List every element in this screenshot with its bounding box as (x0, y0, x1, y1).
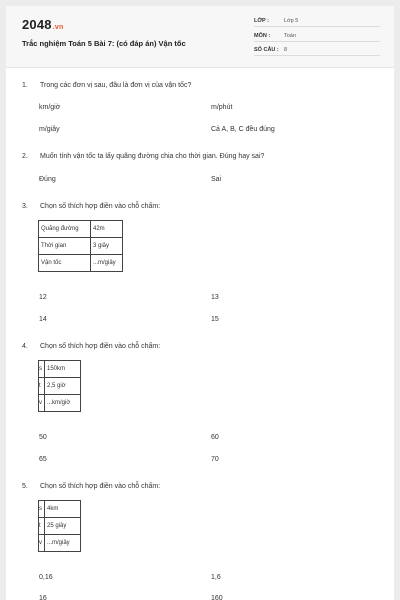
table-cell: 42m (91, 221, 123, 238)
meta-class (254, 16, 380, 27)
q4-data-table (38, 360, 81, 412)
table-cell: ...m/giây (45, 535, 81, 552)
table-row (39, 535, 81, 552)
table-cell: ...m/giây (91, 255, 123, 272)
question-number: 2. (22, 153, 28, 160)
table-row (39, 238, 123, 255)
question-3 (22, 203, 160, 210)
table-cell: 3 giây (91, 238, 123, 255)
q4-option-a[interactable]: 50 (39, 434, 47, 441)
question-text: Chọn số thích hợp điền vào chỗ chấm: (40, 483, 161, 490)
q5-option-a[interactable]: 0,16 (39, 574, 53, 581)
question-number: 5. (22, 483, 28, 490)
table-row (39, 378, 81, 395)
logo-text: 2048 (22, 17, 52, 32)
table-cell: 25 giây (45, 518, 81, 535)
table-row (39, 221, 123, 238)
table-cell: s (39, 501, 45, 518)
meta-count-value: 8 (284, 47, 288, 53)
table-cell: v (39, 395, 45, 412)
table-cell: 150km (45, 361, 81, 378)
table-cell: t (39, 378, 45, 395)
table-cell: s (39, 361, 45, 378)
q5-data-table (38, 500, 81, 552)
q5-option-b[interactable]: 1,6 (211, 574, 221, 581)
q4-option-d[interactable]: 70 (211, 456, 219, 463)
question-number: 3. (22, 203, 28, 210)
meta-count-label: SỐ CÂU : (254, 47, 279, 53)
meta-subject-value: Toán (284, 33, 296, 39)
q3-option-b[interactable]: 13 (211, 294, 219, 301)
table-row (39, 255, 123, 272)
q3-data-table (38, 220, 123, 272)
document-header (6, 6, 394, 68)
q1-option-c[interactable]: m/giây (39, 126, 60, 133)
q3-option-d[interactable]: 15 (211, 316, 219, 323)
table-row (39, 395, 81, 412)
question-4 (22, 343, 160, 350)
table-cell: 4km (45, 501, 81, 518)
q4-option-c[interactable]: 65 (39, 456, 47, 463)
meta-count (254, 45, 380, 56)
meta-class-value: Lớp 5 (284, 18, 299, 24)
q4-option-b[interactable]: 60 (211, 434, 219, 441)
meta-subject-label: MÔN : (254, 33, 271, 39)
document-page (6, 6, 394, 600)
table-cell: v (39, 535, 45, 552)
q2-option-a[interactable]: Đúng (39, 176, 56, 183)
table-cell: t (39, 518, 45, 535)
question-1 (22, 82, 191, 89)
table-cell: Quãng đường (39, 221, 91, 238)
table-cell: Vận tốc (39, 255, 91, 272)
question-text: Chọn số thích hợp điền vào chỗ chấm: (40, 203, 161, 210)
question-text: Chọn số thích hợp điền vào chỗ chấm: (40, 343, 161, 350)
q3-option-a[interactable]: 12 (39, 294, 47, 301)
meta-class-label: LỚP : (254, 18, 269, 24)
table-row (39, 518, 81, 535)
q1-option-b[interactable]: m/phút (211, 104, 233, 111)
meta-subject (254, 31, 380, 42)
q3-option-c[interactable]: 14 (39, 316, 47, 323)
question-text: Trong các đơn vị sau, đâu là đơn vị của vận tốc? (40, 82, 192, 89)
table-cell: 2,5 giờ (45, 378, 81, 395)
question-number: 1. (22, 82, 28, 89)
question-5 (22, 483, 160, 490)
q2-option-b[interactable]: Sai (211, 176, 222, 183)
q5-option-d[interactable]: 160 (211, 595, 223, 600)
q1-option-d[interactable]: Cả A, B, C đều đúng (211, 126, 275, 133)
logo-suffix: .vn (52, 24, 64, 31)
q1-option-a[interactable]: km/giờ (39, 104, 61, 111)
site-logo[interactable] (22, 17, 63, 32)
document-title: Trắc nghiệm Toán 5 Bài 7: (có đáp án) Vận tốc (22, 39, 186, 48)
question-text: Muốn tính vận tốc ta lấy quãng đường chia cho thời gian. Đúng hay sai? (40, 153, 265, 160)
question-2 (22, 153, 264, 160)
table-cell: Thời gian (39, 238, 91, 255)
table-row (39, 501, 81, 518)
table-cell: ...km/giờ (45, 395, 81, 412)
question-number: 4. (22, 343, 28, 350)
table-row (39, 361, 81, 378)
q5-option-c[interactable]: 16 (39, 595, 47, 600)
